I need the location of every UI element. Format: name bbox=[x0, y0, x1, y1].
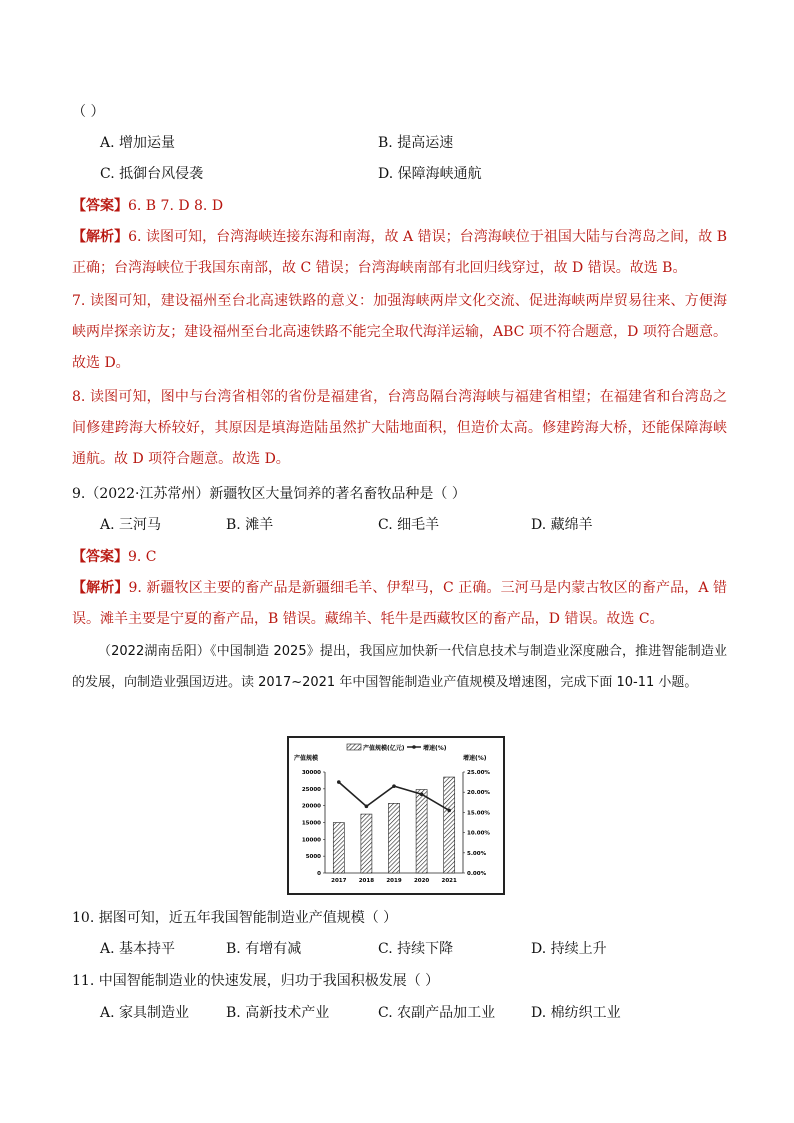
intro-paragraph: （2022湖南岳阳）《中国制造 2025》提出，我国应加快新一代信息技术与制造业深度融合，推进智能制造业的发展，向制造业强国迈进。读 2017~2021 年中国智能制造业产值规模及增速图，完成下面 10-11 小题。 bbox=[72, 644, 727, 690]
option-c: C. 抵御台风侵袭 bbox=[100, 166, 204, 182]
question-10: 10. 据图可知，近五年我国智能制造业产值规模（ ） bbox=[72, 910, 398, 926]
q9-option-b: B. 滩羊 bbox=[226, 517, 274, 533]
y-tick-label: 5000 bbox=[305, 854, 321, 861]
q10-option-c: C. 持续下降 bbox=[378, 941, 454, 957]
answer-tag-2: 【答案】 bbox=[72, 549, 128, 565]
q11-option-c: C. 农副产品加工业 bbox=[378, 1005, 496, 1021]
y2-tick-label: 5.00% bbox=[467, 850, 487, 857]
y2-axis-title: 增速(%) bbox=[463, 755, 487, 762]
chart-figure bbox=[287, 736, 505, 895]
legend-bar-label: 产值规模(亿元) bbox=[363, 745, 405, 752]
q9-option-a: A. 三河马 bbox=[100, 517, 162, 533]
analysis-tag: 【解析】 bbox=[72, 229, 129, 245]
analysis-6-text: 6. 读图可知，台湾海峡连接东海和南海，故 A 错误；台湾海峡位于祖国大陆与台湾岛之间，故 B 正确；台湾海峡位于我国东南部，故 C 错误；台湾海峡南部有北回归线穿过，故 D 错误。故选 B。 bbox=[72, 229, 727, 276]
y-tick-label: 25000 bbox=[301, 786, 321, 793]
x-tick-label: 2017 bbox=[331, 878, 347, 884]
bar bbox=[333, 823, 344, 874]
x-tick-label: 2019 bbox=[386, 878, 402, 884]
analysis-8: 8. 读图可知，图中与台湾省相邻的省份是福建省，台湾岛隔台湾海峡与福建省相望；在福建省和台湾岛之间修建跨海大桥较好，其原因是填海造陆虽然扩大陆地面积，但造价太高。修建跨海大桥，还能保障海峡通航。故 D 项符合题意。故选 D。 bbox=[72, 389, 727, 467]
y-tick-label: 10000 bbox=[301, 837, 321, 844]
answer-text-2: 9. C bbox=[128, 549, 157, 565]
y2-tick-label: 0.00% bbox=[467, 871, 487, 877]
answer-tag: 【答案】 bbox=[72, 198, 128, 214]
y-axis-title: 产值规模 bbox=[294, 755, 319, 762]
option-a: A. 增加运量 bbox=[100, 135, 176, 151]
q10-option-a: A. 基本持平 bbox=[100, 941, 176, 957]
y2-tick-label: 20.00% bbox=[467, 790, 490, 797]
legend-line-label: 增速(%) bbox=[423, 745, 447, 752]
y2-tick-label: 10.00% bbox=[467, 830, 490, 837]
y-tick-label: 15000 bbox=[301, 820, 321, 827]
q9-option-c: C. 细毛羊 bbox=[378, 517, 440, 533]
q11-option-a: A. 家具制造业 bbox=[100, 1005, 190, 1021]
growth-point bbox=[420, 792, 424, 796]
q9-option-d: D. 藏绵羊 bbox=[531, 517, 593, 533]
bar bbox=[361, 814, 372, 873]
bar bbox=[416, 790, 427, 873]
question-paren: （ ） bbox=[72, 104, 105, 120]
growth-point bbox=[365, 805, 369, 809]
q10-option-d: D. 持续上升 bbox=[531, 941, 607, 957]
growth-point bbox=[392, 784, 396, 788]
analysis-6 bbox=[72, 222, 727, 284]
bar bbox=[444, 777, 455, 873]
y-tick-label: 20000 bbox=[301, 803, 321, 810]
analysis-7: 7. 读图可知，建设福州至台北高速铁路的意义：加强海峡两岸文化交流、促进海峡两岸贸易往来、方便海峡两岸探亲访友；建设福州至台北高速铁路不能完全取代海洋运输，ABC 项不符合题意，D 项符合题意。故选 D。 bbox=[72, 293, 727, 371]
answer-line-2 bbox=[72, 548, 157, 566]
y2-tick-label: 25.00% bbox=[467, 770, 490, 776]
growth-point bbox=[337, 780, 341, 784]
legend-line-marker bbox=[412, 745, 416, 749]
x-tick-label: 2020 bbox=[413, 878, 430, 884]
analysis-tag-2: 【解析】 bbox=[72, 580, 129, 596]
y2-tick-label: 15.00% bbox=[467, 810, 490, 817]
x-tick-label: 2018 bbox=[358, 878, 375, 884]
bar bbox=[388, 803, 399, 873]
analysis-9-text: 9. 新疆牧区主要的畜产品是新疆细毛羊、伊犁马，C 正确。三河马是内蒙古牧区的畜产品，A 错误。滩羊主要是宁夏的畜产品，B 错误。藏绵羊、牦牛是西藏牧区的畜产品，D 错误。故选 C。 bbox=[72, 580, 728, 627]
growth-point bbox=[447, 809, 451, 813]
y-tick-label: 0 bbox=[317, 871, 321, 877]
q10-option-b: B. 有增有减 bbox=[226, 941, 302, 957]
answer-text: 6. B 7. D 8. D bbox=[128, 198, 224, 214]
x-tick-label: 2021 bbox=[441, 878, 457, 884]
question-11: 11. 中国智能制造业的快速发展，归功于我国积极发展（ ） bbox=[72, 973, 440, 989]
q11-option-b: B. 高新技术产业 bbox=[226, 1005, 330, 1021]
q11-option-d: D. 棉纺织工业 bbox=[531, 1005, 621, 1021]
y-tick-label: 30000 bbox=[301, 770, 321, 776]
option-d: D. 保障海峡通航 bbox=[378, 166, 482, 182]
analysis-9 bbox=[72, 573, 727, 635]
question-9: 9.（2022·江苏常州）新疆牧区大量饲养的著名畜牧品种是（ ） bbox=[72, 486, 466, 502]
chart-svg bbox=[289, 738, 499, 889]
answer-line bbox=[72, 197, 223, 215]
legend-bar-swatch bbox=[347, 744, 361, 750]
option-b: B. 提高运速 bbox=[378, 135, 454, 151]
